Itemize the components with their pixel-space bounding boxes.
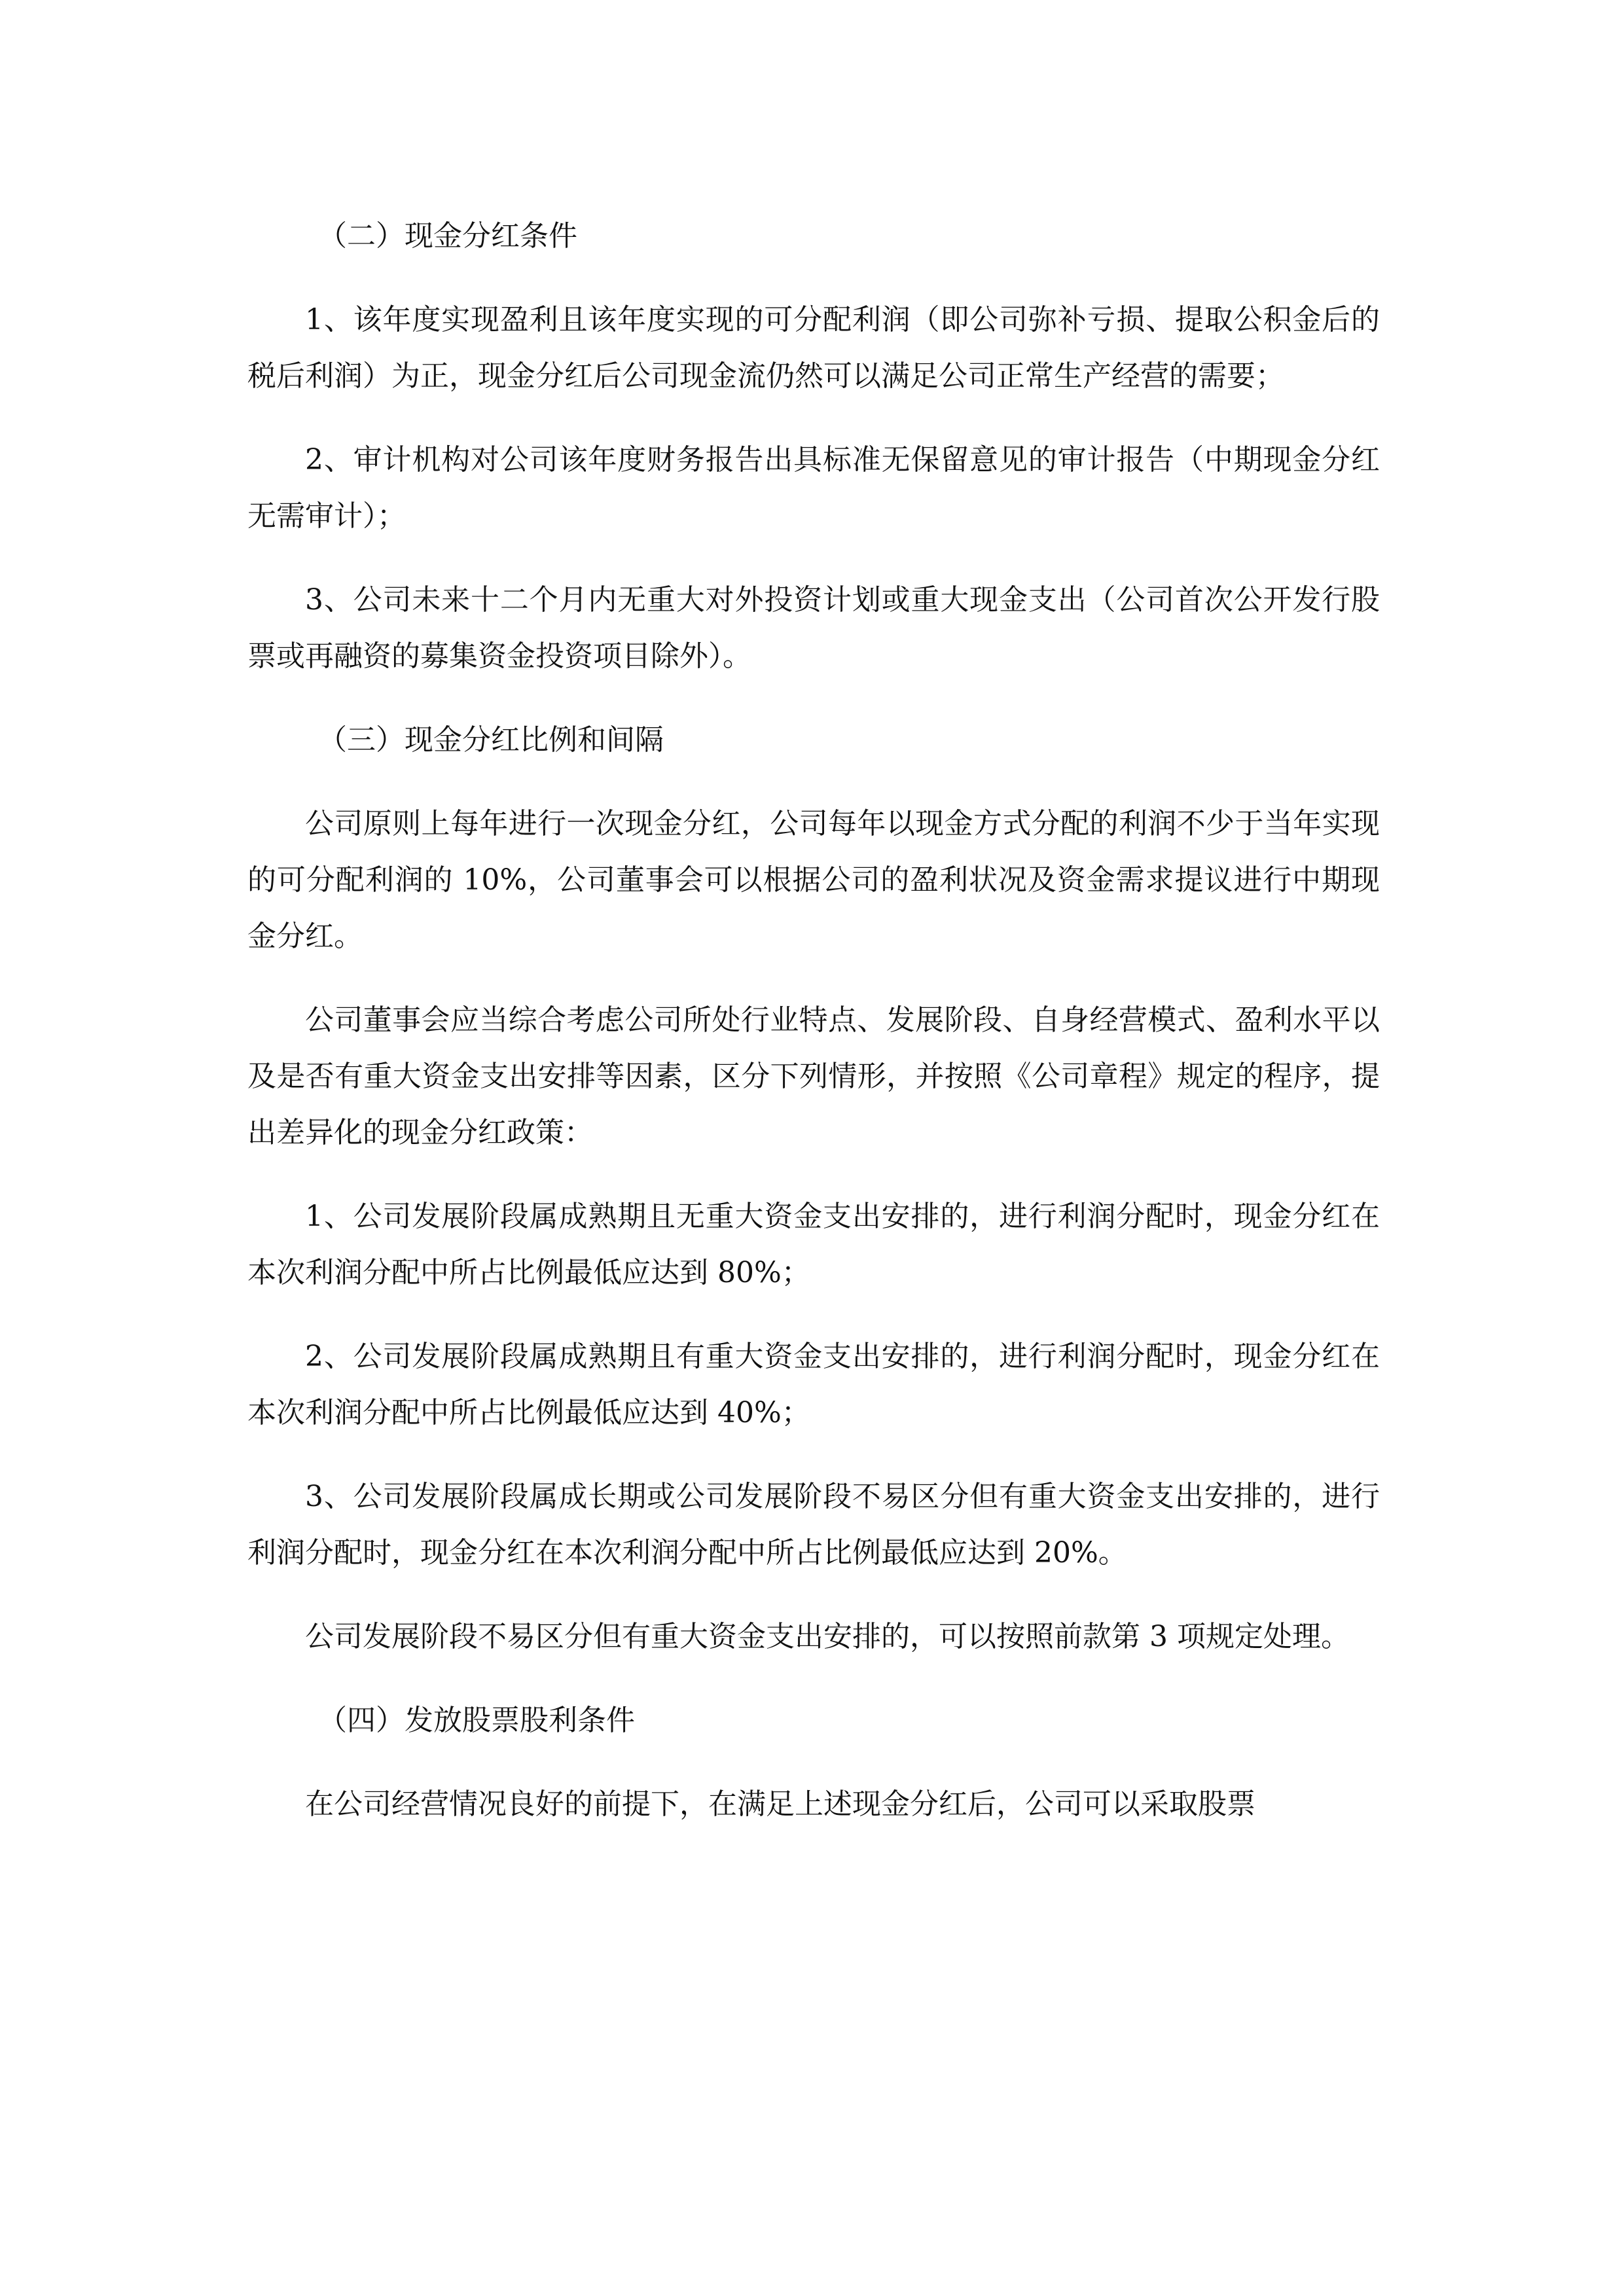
paragraph-condition-2: 2、审计机构对公司该年度财务报告出具标准无保留意见的审计报告（中期现金分红无需审计）； <box>247 443 1380 533</box>
section-heading-cash-dividend-conditions: （二）现金分红条件 <box>318 219 577 253</box>
paragraph-stock-dividend: 在公司经营情况良好的前提下，在满足上述现金分红后，公司可以采取股票 <box>305 1787 1255 1821</box>
paragraph-board-considerations: 公司董事会应当综合考虑公司所处行业特点、发展阶段、自身经营模式、盈利水平以及是否有重大资金支出安排等因素，区分下列情形，并按照《公司章程》规定的程序，提出差异化的现金分红政策： <box>247 1003 1380 1149</box>
paragraph-indeterminate-stage: 公司发展阶段不易区分但有重大资金支出安排的，可以按照前款第 3 项规定处理。 <box>305 1620 1350 1653</box>
section-heading-dividend-ratio-interval: （三）现金分红比例和间隔 <box>318 723 664 757</box>
paragraph-annual-dividend: 公司原则上每年进行一次现金分红，公司每年以现金方式分配的利润不少于当年实现的可分配利润的 10%，公司董事会可以根据公司的盈利状况及资金需求提议进行中期现金分红。 <box>247 807 1380 953</box>
section-heading-stock-dividend-conditions: （四）发放股票股利条件 <box>318 1704 635 1737</box>
document-body <box>247 208 1380 1860</box>
paragraph-policy-case-2: 2、公司发展阶段属成熟期且有重大资金支出安排的，进行利润分配时，现金分红在本次利润分配中所占比例最低应达到 40%； <box>247 1340 1380 1429</box>
paragraph-policy-case-3: 3、公司发展阶段属成长期或公司发展阶段不易区分但有重大资金支出安排的，进行利润分配时，现金分红在本次利润分配中所占比例最低应达到 20%。 <box>247 1480 1380 1570</box>
paragraph-condition-3: 3、公司未来十二个月内无重大对外投资计划或重大现金支出（公司首次公开发行股票或再融资的募集资金投资项目除外）。 <box>247 583 1380 673</box>
paragraph-condition-1: 1、该年度实现盈利且该年度实现的可分配利润（即公司弥补亏损、提取公积金后的税后利润）为正，现金分红后公司现金流仍然可以满足公司正常生产经营的需要； <box>247 303 1380 393</box>
paragraph-policy-case-1: 1、公司发展阶段属成熟期且无重大资金支出安排的，进行利润分配时，现金分红在本次利润分配中所占比例最低应达到 80%； <box>247 1200 1380 1289</box>
